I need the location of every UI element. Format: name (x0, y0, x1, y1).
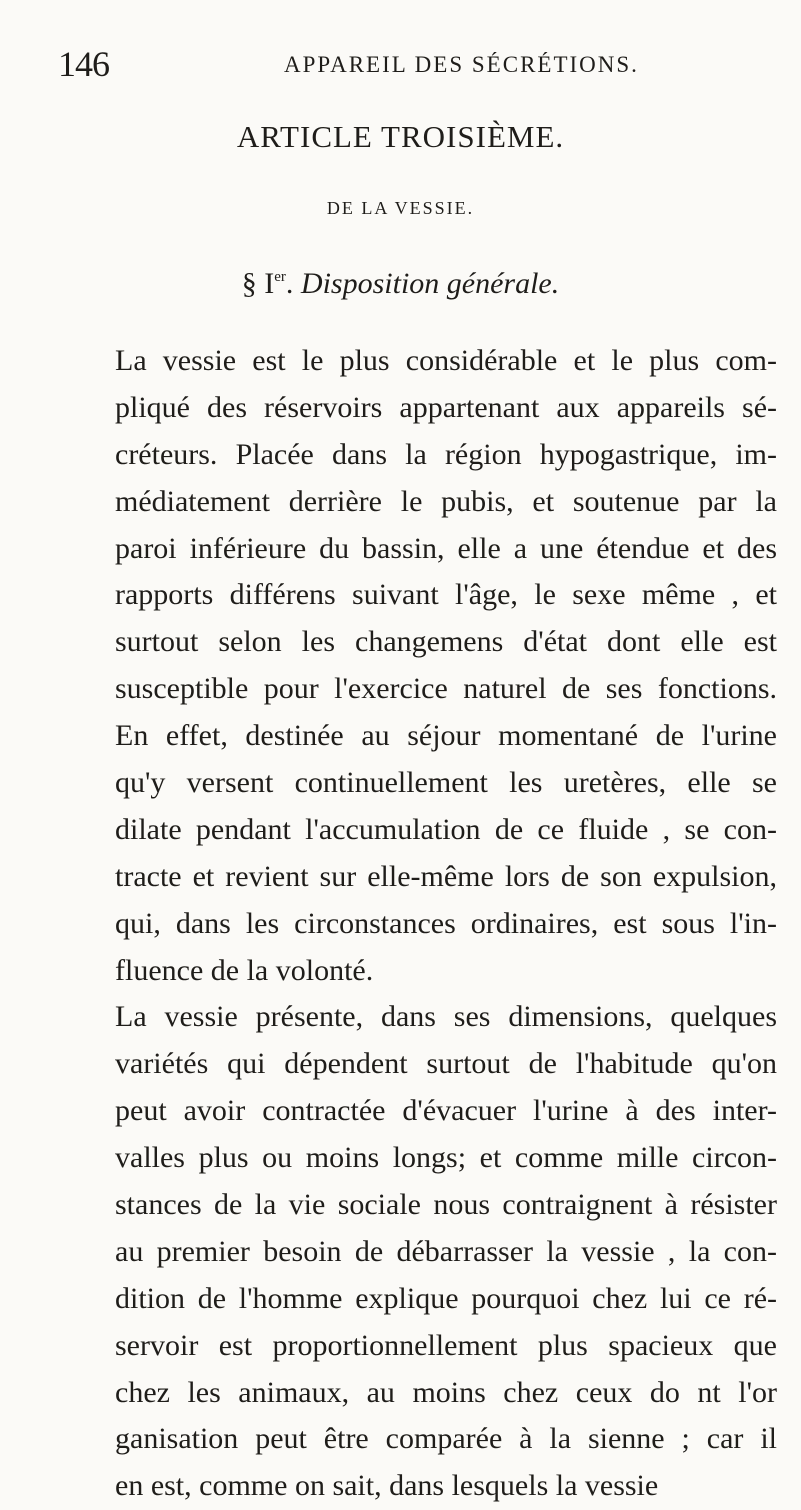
section-number: Ier. (264, 267, 294, 300)
text-line: servoir est proportionnellement plus spacieux que (115, 1328, 777, 1362)
text-line: rapports différens suivant l'âge, le sexe même , et (115, 578, 777, 612)
text-line: pliqué des réservoirs appartenant aux appareils sé- (115, 390, 777, 424)
text-line: susceptible pour l'exercice naturel de ses fonctions. (115, 672, 777, 706)
section-number-suffix: er (274, 269, 286, 285)
text-line: au premier besoin de débarrasser la vessie , la con- (115, 1234, 777, 1268)
section-heading (0, 258, 801, 303)
text-line: chez les animaux, au moins chez ceux do nt l'or (115, 1375, 777, 1409)
text-line: La vessie présente, dans ses dimensions, quelques (115, 1000, 777, 1034)
text-line: stances de la vie sociale nous contraignent à résister (115, 1188, 777, 1222)
text-line: en est, comme on sait, dans lesquels la vessie (115, 1469, 659, 1503)
chapter-subheading: DE LA VESSIE. (326, 198, 475, 218)
text-line: valles plus ou moins longs; et comme mille circon- (115, 1141, 777, 1175)
text-line: médiatement derrière le pubis, et soutenue par la (115, 484, 777, 518)
section-number-numeral: I (264, 267, 275, 300)
body-text (115, 338, 777, 1510)
text-line: La vessie est le plus considérable et le plus com- (115, 344, 777, 377)
section-title: Disposition générale. (300, 267, 560, 300)
text-line: En effet, destinée au séjour momentané de l'urine (115, 719, 777, 753)
text-line: tracte et revient sur elle-même lors de son expulsion, (115, 859, 777, 893)
running-title: APPAREIL DES SÉCRÉTIONS. (284, 52, 639, 77)
text-line: dition de l'homme explique pourquoi chez lui ce ré- (115, 1281, 777, 1315)
running-head (58, 44, 658, 84)
text-line: paroi inférieure du bassin, elle a une étendue et des (115, 531, 777, 565)
text-line: surtout selon les changemens d'état dont elle est (115, 625, 777, 659)
section-sign: § (241, 267, 257, 300)
article-heading: ARTICLE TROISIÈME. (236, 119, 565, 154)
text-line: peut avoir contractée d'évacuer l'urine à des inter- (115, 1094, 777, 1128)
text-line: qui, dans les circonstances ordinaires, est sous l'in- (115, 906, 777, 940)
text-line: ganisation peut être comparée à la sienne ; car il (115, 1422, 777, 1456)
page-number: 146 (58, 44, 109, 84)
text-line: créteurs. Placée dans la région hypogastrique, im- (115, 437, 777, 471)
text-line: fluence de la volonté. (115, 953, 374, 987)
text-line: dilate pendant l'accumulation de ce fluide , se con- (115, 812, 777, 846)
text-line: variétés qui dépendent surtout de l'habitude qu'on (115, 1047, 777, 1081)
text-line: qu'y versent continuellement les uretères, elle se (115, 766, 777, 800)
